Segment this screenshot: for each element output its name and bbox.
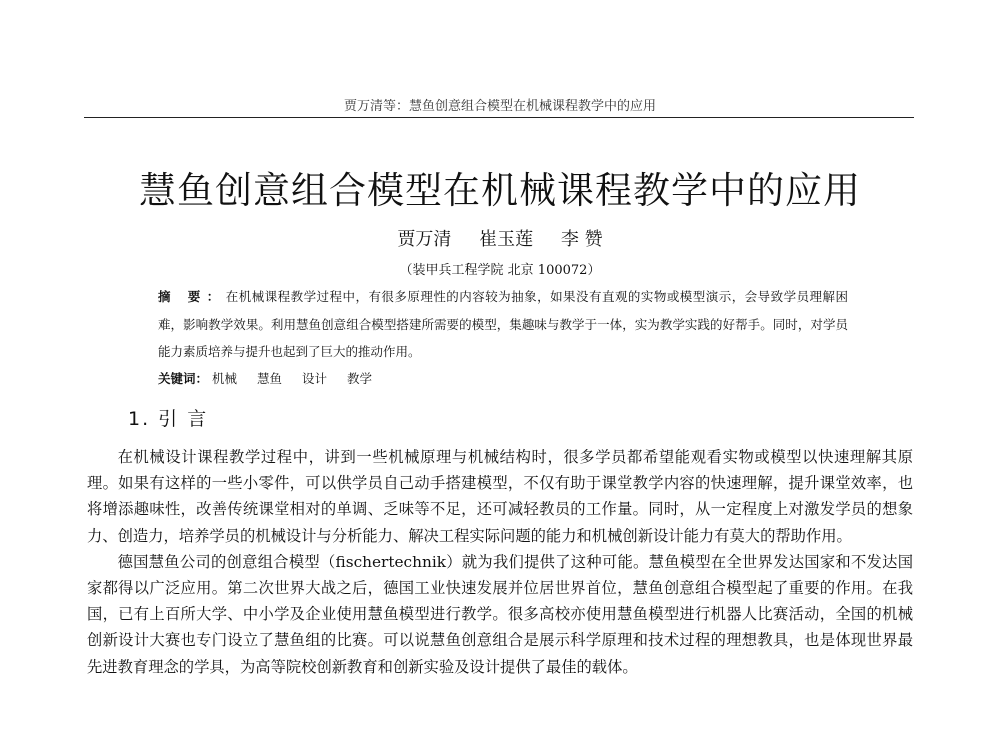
header-rule — [84, 117, 914, 118]
author-affiliation: （装甲兵工程学院 北京 100072） — [399, 263, 601, 278]
article-title: 慧鱼创意组合模型在机械课程教学中的应用 — [139, 169, 861, 212]
keyword: 设计 — [302, 371, 328, 386]
abstract — [158, 283, 848, 366]
author-name: 李 赞 — [560, 229, 603, 250]
section-body — [87, 444, 913, 680]
author-name: 崔玉莲 — [479, 229, 534, 250]
keywords-label: 关键词： — [158, 371, 209, 386]
body-paragraph: 德国慧鱼公司的创意组合模型（fischertechnik）就为我们提供了这种可能。慧鱼模型在全世界发达国家和不发达国家都得以广泛应用。第二次世界大战之后，德国工业快速发展并位居世界首位，慧鱼创意组合模型起了重要的作用。在我国，已有上百所大学、中小学及企业使用慧鱼模型进行教学。很多高校亦使用慧鱼模型进行机器人比赛活动，全国的机械创新设计大赛也专门设立了慧鱼组的比赛。可以说慧鱼创意组合是展示科学原理和技术过程的理想教具，也是体现世界最先进教育理念的学具，为高等院校创新教育和创新实验及设计提供了最佳的载体。 — [87, 552, 913, 676]
keywords — [158, 365, 848, 392]
section-heading: 1. 引 言 — [128, 408, 209, 430]
running-header: 贾万清等：慧鱼创意组合模型在机械课程教学中的应用 — [343, 99, 656, 114]
keyword: 慧鱼 — [257, 371, 283, 386]
abstract-text: 在机械课程教学过程中，有很多原理性的内容较为抽象，如果没有直观的实物或模型演示，会导致学员理解困难，影响教学效果。利用慧鱼创意组合模型搭建所需要的模型，集趣味与教学于一体，实为教学实践的好帮手。同时，对学员能力素质培养与提升也起到了巨大的推动作用。 — [158, 289, 848, 359]
abstract-label: 摘 要： — [158, 289, 226, 304]
author-name: 贾万清 — [397, 229, 452, 250]
keyword: 机械 — [212, 371, 238, 386]
body-paragraph: 在机械设计课程教学过程中，讲到一些机械原理与机械结构时，很多学员都希望能观看实物或模型以快速理解其原理。如果有这样的一些小零件，可以供学员自己动手搭建模型，不仅有助于课堂教学内容的快速理解，提升课堂效率，也将增添趣味性，改善传统课堂相对的单调、乏味等不足，还可减轻教员的工作量。同时，从一定程度上对激发学员的想象力、创造力，培养学员的机械设计与分析能力、解决工程实际问题的能力和机械创新设计能力有莫大的帮助作用。 — [87, 448, 913, 545]
keyword: 教学 — [347, 371, 373, 386]
author-list — [0, 225, 1000, 251]
